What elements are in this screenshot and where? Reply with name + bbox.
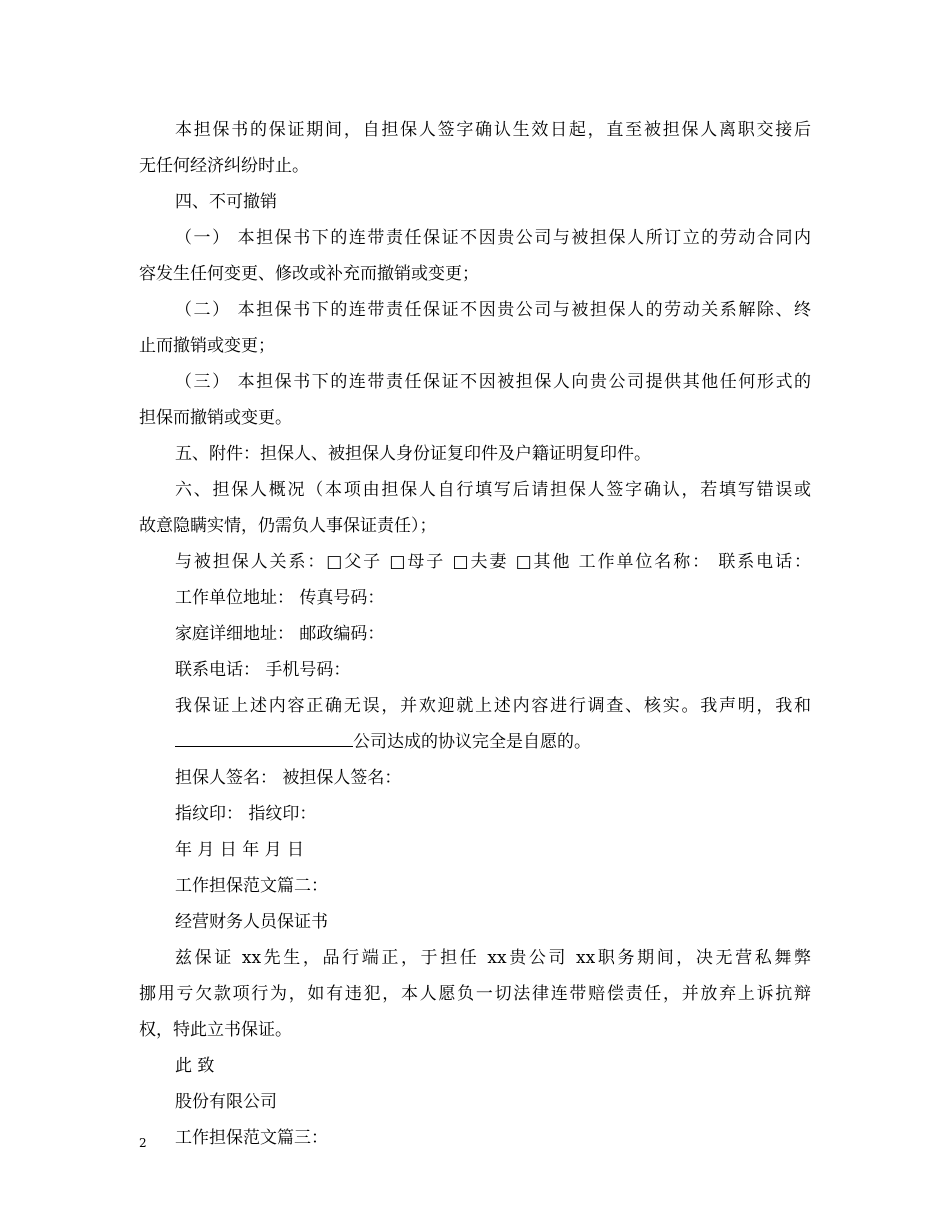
document-body xyxy=(139,112,811,1156)
salutation: 此 致 xyxy=(175,1056,215,1076)
paragraph-guarantee-period-cont: 无任何经济纠纷时止。 xyxy=(139,156,309,176)
declaration-cont xyxy=(139,724,811,760)
company-recipient: 股份有限公司 xyxy=(175,1092,277,1112)
section-attachments: 五、附件：担保人、被担保人身份证复印件及户籍证明复印件。 xyxy=(175,444,651,464)
section-heading-irrevocable: 四、不可撤销 xyxy=(175,192,277,212)
paragraph-guarantee-period: 本担保书的保证期间，自担保人签字确认生效日起，直至被担保人离职交接后 xyxy=(175,120,811,140)
section-guarantor-overview: 六、担保人概况（本项由担保人自行填写后请担保人签字确认，若填写错误或 xyxy=(175,480,811,500)
heading-sample-3: 工作担保范文篇三： xyxy=(175,1128,328,1148)
work-address-field: 工作单位地址： 传真号码： xyxy=(175,588,385,608)
clause-2: （二） 本担保书下的连带责任保证不因贵公司与被担保人的劳动关系解除、终 xyxy=(175,300,811,320)
declaration-cont-text: 公司达成的协议完全是自愿的。 xyxy=(353,732,591,752)
clause-3: （三） 本担保书下的连带责任保证不因被担保人向贵公司提供其他任何形式的 xyxy=(175,372,811,392)
phone-field: 联系电话： 手机号码： xyxy=(175,660,351,680)
clause-1-cont: 容发生任何变更、修改或补充而撤销或变更； xyxy=(139,264,479,284)
page-number: 2 xyxy=(139,1136,147,1150)
clause-2-cont: 止而撤销或变更； xyxy=(139,336,275,356)
finance-guarantee-paragraph: 兹保证 xx先生，品行端正，于担任 xx贵公司 xx职务期间，决无营私舞弊 xyxy=(175,948,811,968)
title-finance-guarantee: 经营财务人员保证书 xyxy=(175,912,328,932)
date-field: 年 月 日 年 月 日 xyxy=(175,840,305,860)
finance-guarantee-cont: 挪用亏欠款项行为，如有违犯，本人愿负一切法律连带赔偿责任，并放弃上诉抗辩 xyxy=(139,984,811,1004)
heading-sample-2: 工作担保范文篇二： xyxy=(175,876,328,896)
home-address-field: 家庭详细地址： 邮政编码： xyxy=(175,624,385,644)
section-guarantor-overview-cont: 故意隐瞒实情，仍需负人事保证责任）； xyxy=(139,516,437,536)
clause-3-cont: 担保而撤销或变更。 xyxy=(139,408,292,428)
signature-field: 担保人签名： 被担保人签名： xyxy=(175,768,402,788)
declaration-paragraph: 我保证上述内容正确无误，并欢迎就上述内容进行调查、核实。我声明，我和 xyxy=(175,696,811,716)
relationship-field: 与被担保人关系：□父子 □母子 □夫妻 □其他 工作单位名称： 联系电话： xyxy=(175,552,811,572)
fingerprint-field: 指纹印： 指纹印： xyxy=(175,804,317,824)
finance-guarantee-end: 权，特此立书保证。 xyxy=(139,1020,292,1040)
company-name-blank xyxy=(175,729,353,747)
clause-1: （一） 本担保书下的连带责任保证不因贵公司与被担保人所订立的劳动合同内 xyxy=(175,228,811,248)
